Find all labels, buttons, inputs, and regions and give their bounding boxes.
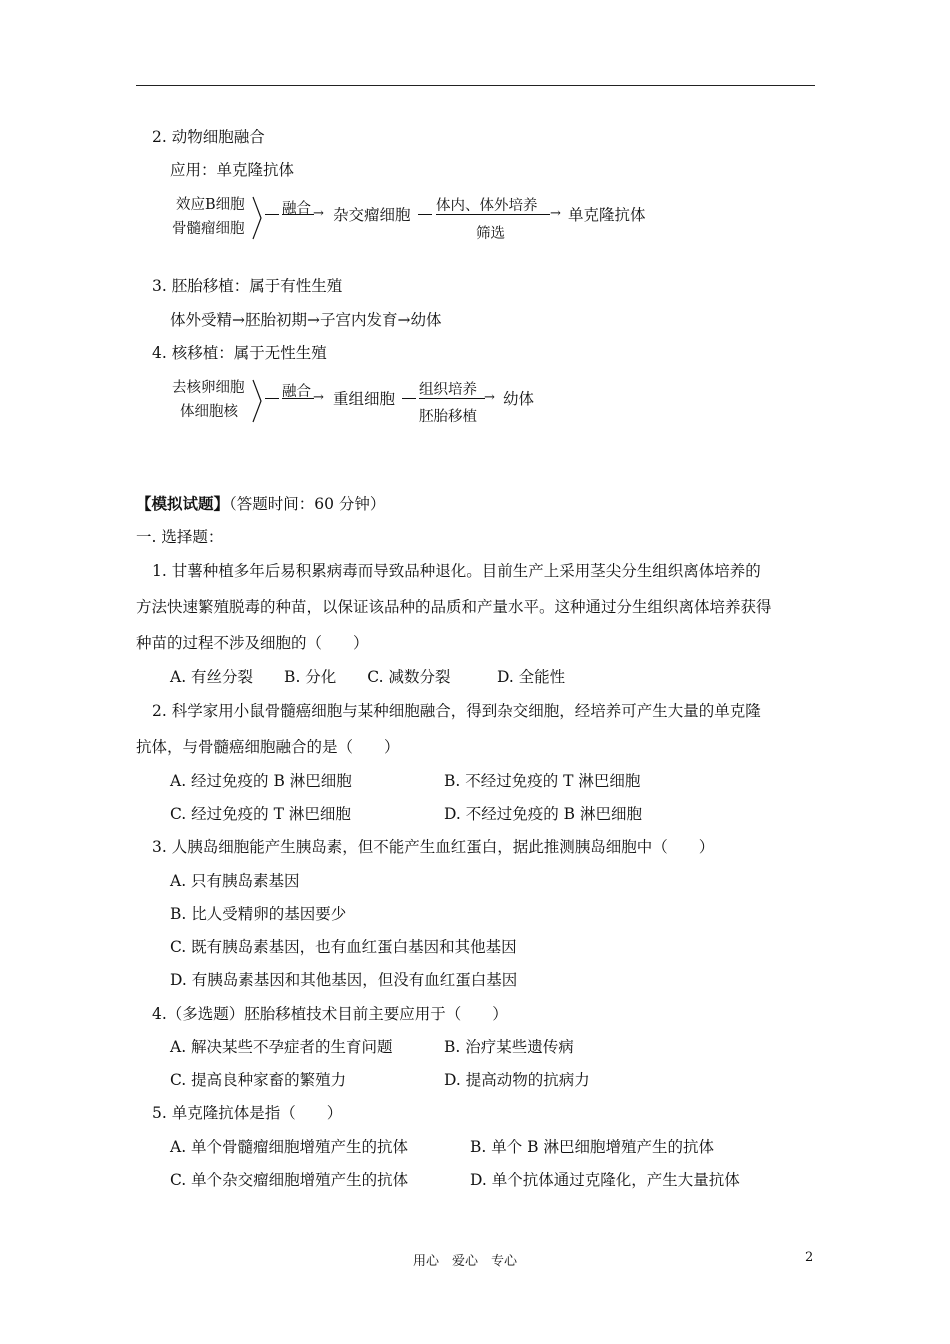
right-brace-icon [252,379,264,423]
option-c: C. 单个杂交瘤细胞增殖产生的抗体 [170,1171,409,1189]
diagram-result: 单克隆抗体 [568,206,646,224]
right-brace-icon [252,196,264,240]
option-b: B. 单个 B 淋巴细胞增殖产生的抗体 [470,1138,714,1156]
arrow-line [282,398,314,399]
option-d: D. 提高动物的抗病力 [444,1071,590,1089]
quiz-section-label: 一. 选择题： [136,528,224,546]
arrow-line [265,214,279,215]
diagram-input-top: 效应B细胞 [176,197,245,213]
header-rule [136,85,815,86]
arrowhead-icon: → [484,390,495,405]
diagram-input-top: 去核卵细胞 [172,380,245,396]
question-options: A. 有丝分裂 B. 分化 C. 减数分裂 D. 全能性 [170,668,566,686]
section-heading: 3. 胚胎移植：属于有性生殖 [152,277,343,295]
arrow-line [265,398,279,399]
arrow-line [418,214,432,215]
option-c: C. 经过免疫的 T 淋巴细胞 [170,805,351,823]
arrow-label-bottom: 胚胎移植 [419,409,477,425]
option-d: D. 有胰岛素基因和其他基因，但没有血红蛋白基因 [170,971,518,989]
question-text: 5. 单克隆抗体是指（ ） [152,1104,343,1122]
diagram-product: 杂交瘤细胞 [333,206,411,224]
option-d: D. 单个抗体通过克隆化，产生大量抗体 [470,1171,740,1189]
question-text: 抗体，与骨髓癌细胞融合的是（ ） [136,738,400,756]
arrow-label: 融合 [282,384,311,400]
question-text: 1. 甘薯种植多年后易积累病毒而导致品种退化。目前生产上采用茎尖分生组织离体培养的 [152,562,761,580]
section-heading: 2. 动物细胞融合 [152,128,265,146]
option-a: A. 只有胰岛素基因 [170,872,300,890]
application-line: 应用：单克隆抗体 [170,161,295,179]
arrowhead-icon: → [313,390,324,405]
question-text: 种苗的过程不涉及细胞的（ ） [136,634,369,652]
option-d: D. 不经过免疫的 B 淋巴细胞 [444,805,642,823]
section-heading: 4. 核移植：属于无性生殖 [152,344,327,362]
arrow-label-top: 体内、体外培养 [436,198,538,214]
question-text: 方法快速繁殖脱毒的种苗，以保证该品种的品质和产量水平。这种通过分生组织离体培养获得 [136,598,772,616]
arrow-label: 融合 [282,201,311,217]
question-text: 3. 人胰岛细胞能产生胰岛素，但不能产生血红蛋白，据此推测胰岛细胞中（ ） [152,838,715,856]
option-b: B. 治疗某些遗传病 [444,1038,574,1056]
option-b: B. 不经过免疫的 T 淋巴细胞 [444,772,641,790]
diagram-product: 重组细胞 [333,390,396,408]
diagram-input-bottom: 骨髓瘤细胞 [172,221,245,237]
quiz-title: 【模拟试题】 [136,494,230,513]
footer-motto: 用心 爱心 专心 [413,1254,518,1269]
option-c: C. 提高良种家畜的繁殖力 [170,1071,347,1089]
arrowhead-icon: → [313,206,324,221]
option-a: A. 经过免疫的 B 淋巴细胞 [170,772,352,790]
option-b: B. 比人受精卵的基因要少 [170,905,347,923]
arrow-line [282,214,314,215]
arrow-label-top: 组织培养 [419,382,477,398]
quiz-header [136,494,385,514]
diagram-input-bottom: 体细胞核 [180,404,238,420]
quiz-time-note: （答题时间：60 分钟） [229,495,386,513]
page-number: 2 [805,1250,814,1265]
arrow-line [402,398,416,399]
flow-line: 体外受精→胚胎初期→子宫内发育→幼体 [170,311,442,329]
arrowhead-icon: → [550,206,561,221]
arrow-line [436,214,550,215]
arrow-label-bottom: 筛选 [476,226,505,242]
option-a: A. 单个骨髓瘤细胞增殖产生的抗体 [170,1138,409,1156]
option-a: A. 解决某些不孕症者的生育问题 [170,1038,393,1056]
question-text: 4.（多选题）胚胎移植技术目前主要应用于（ ） [152,1005,508,1023]
option-c: C. 既有胰岛素基因，也有血红蛋白基因和其他基因 [170,938,517,956]
arrow-line [419,398,485,399]
diagram-result: 幼体 [503,390,535,408]
question-text: 2. 科学家用小鼠骨髓癌细胞与某种细胞融合，得到杂交细胞，经培养可产生大量的单克隆 [152,702,761,720]
